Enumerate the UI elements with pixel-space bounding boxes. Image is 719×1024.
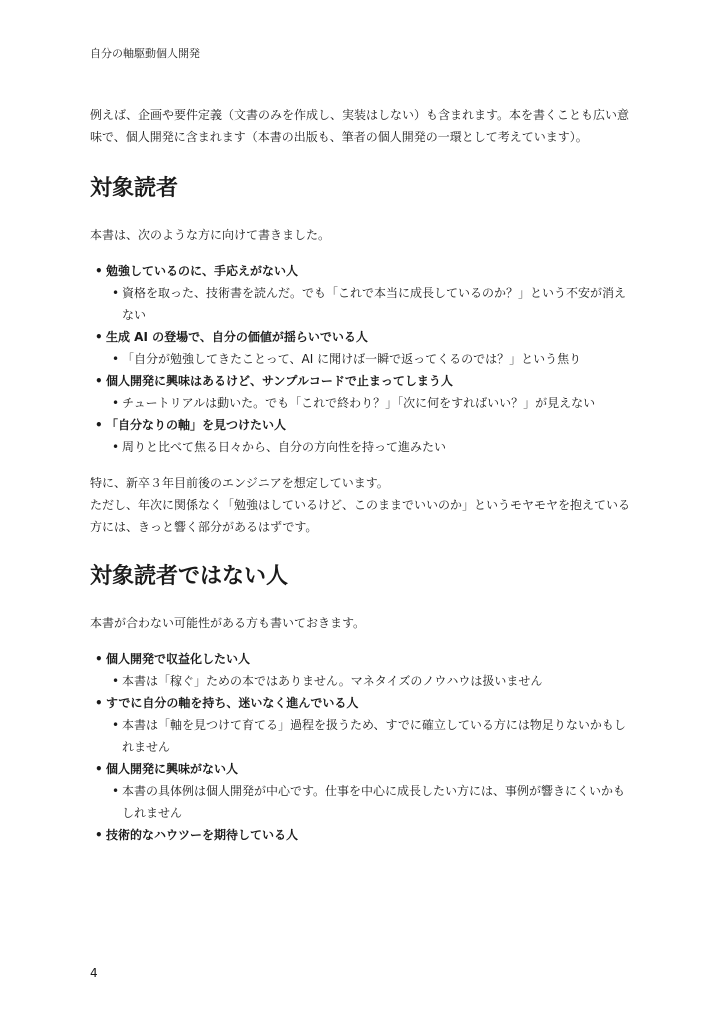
list-item xyxy=(90,414,635,458)
list-item-label: 勉強しているのに、手応えがない人 xyxy=(106,264,299,278)
running-header: 自分の軸駆動個人開発 xyxy=(90,47,200,60)
closing-line-1: 特に、新卒３年目前後のエンジニアを想定しています。 xyxy=(90,476,389,490)
list-item xyxy=(90,326,635,370)
list-item-label: 生成 AI の登場で、自分の価値が揺らいでいる人 xyxy=(106,330,368,344)
section-heading-non-target-readers: 対象読者ではない人 xyxy=(90,564,289,589)
sub-list-item: • 「自分が勉強してきたことって、AI に聞けば一瞬で返ってくるのでは？」という焦り xyxy=(106,348,635,370)
list-item xyxy=(90,758,635,824)
section1-lead: 本書は、次のような方に向けて書きました。 xyxy=(90,228,331,242)
list-item-label: すでに自分の軸を持ち、迷いなく進んでいる人 xyxy=(106,696,359,710)
closing-line-2: ただし、年次に関係なく「勉強はしているけど、このままでいいのか」というモヤモヤを抱えている方には、きっと響く部分があるはずです。 xyxy=(90,498,631,534)
list-item xyxy=(90,692,635,758)
page-number: 4 xyxy=(90,966,98,980)
list-item xyxy=(90,824,635,846)
sub-list-item: • 資格を取った、技術書を読んだ。でも「これで本当に成長しているのか？」という不安が消えない xyxy=(106,282,635,326)
sub-list-item: • 周りと比べて焦る日々から、自分の方向性を持って進みたい xyxy=(106,436,635,458)
list-item-label: 「自分なりの軸」を見つけたい人 xyxy=(106,418,287,432)
list-item xyxy=(90,260,635,326)
page-content xyxy=(90,104,635,846)
intro-paragraph: 例えば、企画や要件定義（文書のみを作成し、実装はしない）も含まれます。本を書くことも広い意味で、個人開発に含まれます（本書の出版も、筆者の個人開発の一環として考えています）。 xyxy=(90,108,630,144)
non-target-reader-list xyxy=(90,648,635,846)
sub-list-item: • 本書は「稼ぐ」ための本ではありません。マネタイズのノウハウは扱いません xyxy=(106,670,635,692)
list-item-label: 個人開発で収益化したい人 xyxy=(106,652,251,666)
section-heading-target-readers: 対象読者 xyxy=(90,176,179,201)
sub-list-item: • 本書の具体例は個人開発が中心です。仕事を中心に成長したい方には、事例が響きにくいかもしれません xyxy=(106,780,635,824)
list-item-label: 個人開発に興味がない人 xyxy=(106,762,239,776)
list-item xyxy=(90,648,635,692)
list-item-label: 技術的なハウツーを期待している人 xyxy=(106,828,299,842)
section2-lead: 本書が合わない可能性がある方も書いておきます。 xyxy=(90,616,366,630)
target-reader-list xyxy=(90,260,635,458)
sub-list-item: • 本書は「軸を見つけて育てる」過程を扱うため、すでに確立している方には物足りないかもしれません xyxy=(106,714,635,758)
list-item-label: 個人開発に興味はあるけど、サンプルコードで止まってしまう人 xyxy=(106,374,453,388)
sub-list-item: • チュートリアルは動いた。でも「これで終わり？」「次に何をすればいい？」が見えない xyxy=(106,392,635,414)
list-item xyxy=(90,370,635,414)
